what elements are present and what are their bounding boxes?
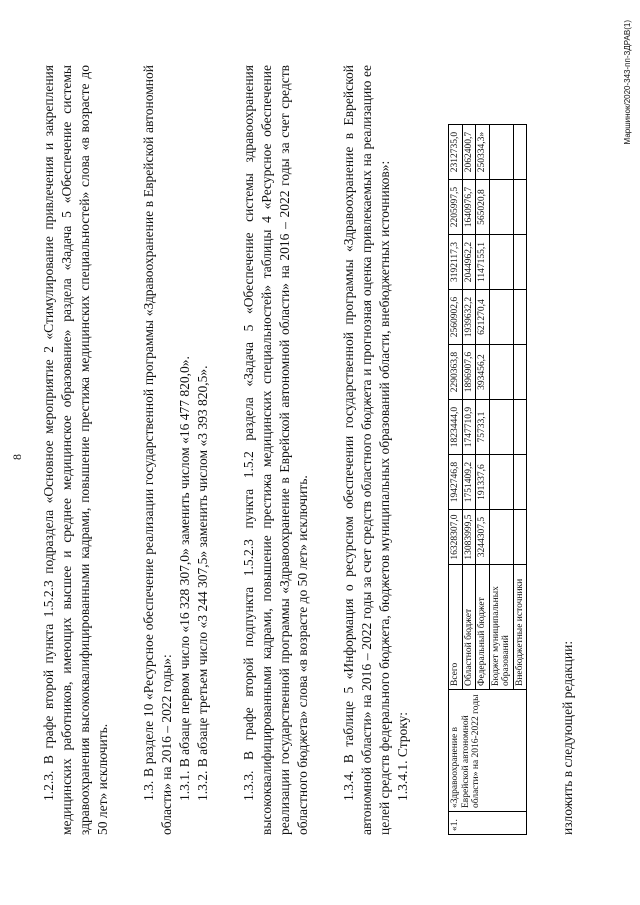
value-cell [513,510,527,565]
value-cell: 16328307,0 [449,510,463,565]
value-cell [489,180,513,235]
value-cell [489,235,513,290]
value-cell [489,455,513,510]
resource-table [448,124,527,835]
paragraph-1-3: 1.3. В разделе 10 «Ресурсное обеспечение реализации государственной программы «Здравоохранение в Еврейской автономной области» на 2016 – 2022 годы»: 1.3.1. В абзаце первом число «16 328 307,0» заменить числом «16 477 820,0». 1.3.2. В абзаце третьем число «3 244 307,5» заменить числом «3 393 820,5». [141,65,210,835]
funding-source-cell: Бюджет муниципальных образований [489,565,513,690]
paragraph-1-3-2: 1.3.2. В абзаце третьем число «3 244 307,5» заменить числом «3 393 820,5». [195,365,210,801]
funding-source-cell: Внебюджетные источники [513,565,527,690]
page-number: 8 [10,454,24,460]
funding-source-cell: Всего [449,565,463,690]
value-cell: 75733,1 [476,400,490,455]
value-cell: 1939632,2 [462,290,476,345]
value-cell: 565020,8 [476,180,490,235]
value-cell [489,345,513,400]
value-cell: 1896907,6 [462,345,476,400]
value-cell: 393456,2 [476,345,490,400]
value-cell: 1640976,7 [462,180,476,235]
table-row [449,125,463,835]
value-cell [513,290,527,345]
value-cell [513,125,527,180]
funding-source-cell: Федеральный бюджет [476,565,490,690]
value-cell: 621270,4 [476,290,490,345]
value-cell: 3192117,3 [449,235,463,290]
paragraph-1-3-1: 1.3.1. В абзаце первом число «16 328 307,0» заменить числом «16 477 820,0». [177,356,192,801]
value-cell: 1823444,0 [449,400,463,455]
value-cell [513,235,527,290]
value-cell: 2560902,6 [449,290,463,345]
value-cell: 2044962,2 [462,235,476,290]
value-cell: 13083999,5 [462,510,476,565]
row-number-cell: «1. [449,812,527,835]
value-cell [513,180,527,235]
value-cell: 1747710,9 [462,400,476,455]
value-cell [513,400,527,455]
value-cell [489,290,513,345]
program-name-cell: «Здравоохранение в Еврейской автономной области» на 2016-2022 годы [449,690,527,812]
value-cell: 1751409,2 [462,455,476,510]
value-cell: 250334,3» [476,125,490,180]
value-cell: 2312735,0 [449,125,463,180]
value-cell [513,345,527,400]
paragraph-1-3-4: 1.3.4. В таблице 5 «Информация о ресурсном обеспечении государственной программы «Здравоохранение в Еврейской автономной области» на 2016 – 2022 годы за счет средств областного бюджета и прогнозная оценка привлекаемых на реализацию ее целей средств федерального бюджета, бюджетов муниципальных образований области, внебюджетных источников»: 1.3.4.1. Строку: [341,65,410,835]
value-cell: 2205997,5 [449,180,463,235]
value-cell: 191337,6 [476,455,490,510]
paragraph-1-3-4-1: 1.3.4.1. Строку: [395,712,410,801]
value-cell: 2290363,8 [449,345,463,400]
value-cell: 1942746,8 [449,455,463,510]
footer-text: изложить в следующей редакции: [560,640,575,835]
value-cell: 3244307,5 [476,510,490,565]
value-cell [513,455,527,510]
paragraph-1-3-3: 1.3.3. В графе второй подпункта 1.5.2.3 пункта 1.5.2 раздела «Задача 5 «Обеспечение системы здравоохранения высококвалифицированными кадрами, повышение престижа медицинских специальностей» таблицы 4 «Ресурсное обеспечение реализации государственной программы «Здравоохранение в Еврейской автономной области» на 2016 – 2022 годы за счет средств областного бюджета» слова «в возрасте до 50 лет» исключить. [241,65,310,835]
paragraph-1-2-3: 1.2.3. В графе второй пункта 1.5.2.3 подраздела «Основное мероприятие 2 «Стимулирование привлечения и закрепления медицинских работников, имеющих высшее и среднее медицинское образование» раздела «Задача 5 «Обеспечение системы здравоохранения высококвалифицированными кадрами, повышение престижа медицинских специальностей» слова «в возрасте до 50 лет» исключить. [41,65,110,835]
document-stamp: Маршинок/2020-343-пп-ЗДРАВ(1) [623,20,632,145]
value-cell [489,510,513,565]
value-cell: 1147155,1 [476,235,490,290]
value-cell [489,125,513,180]
value-cell: 2062400,7 [462,125,476,180]
value-cell [489,400,513,455]
funding-source-cell: Областной бюджет [462,565,476,690]
